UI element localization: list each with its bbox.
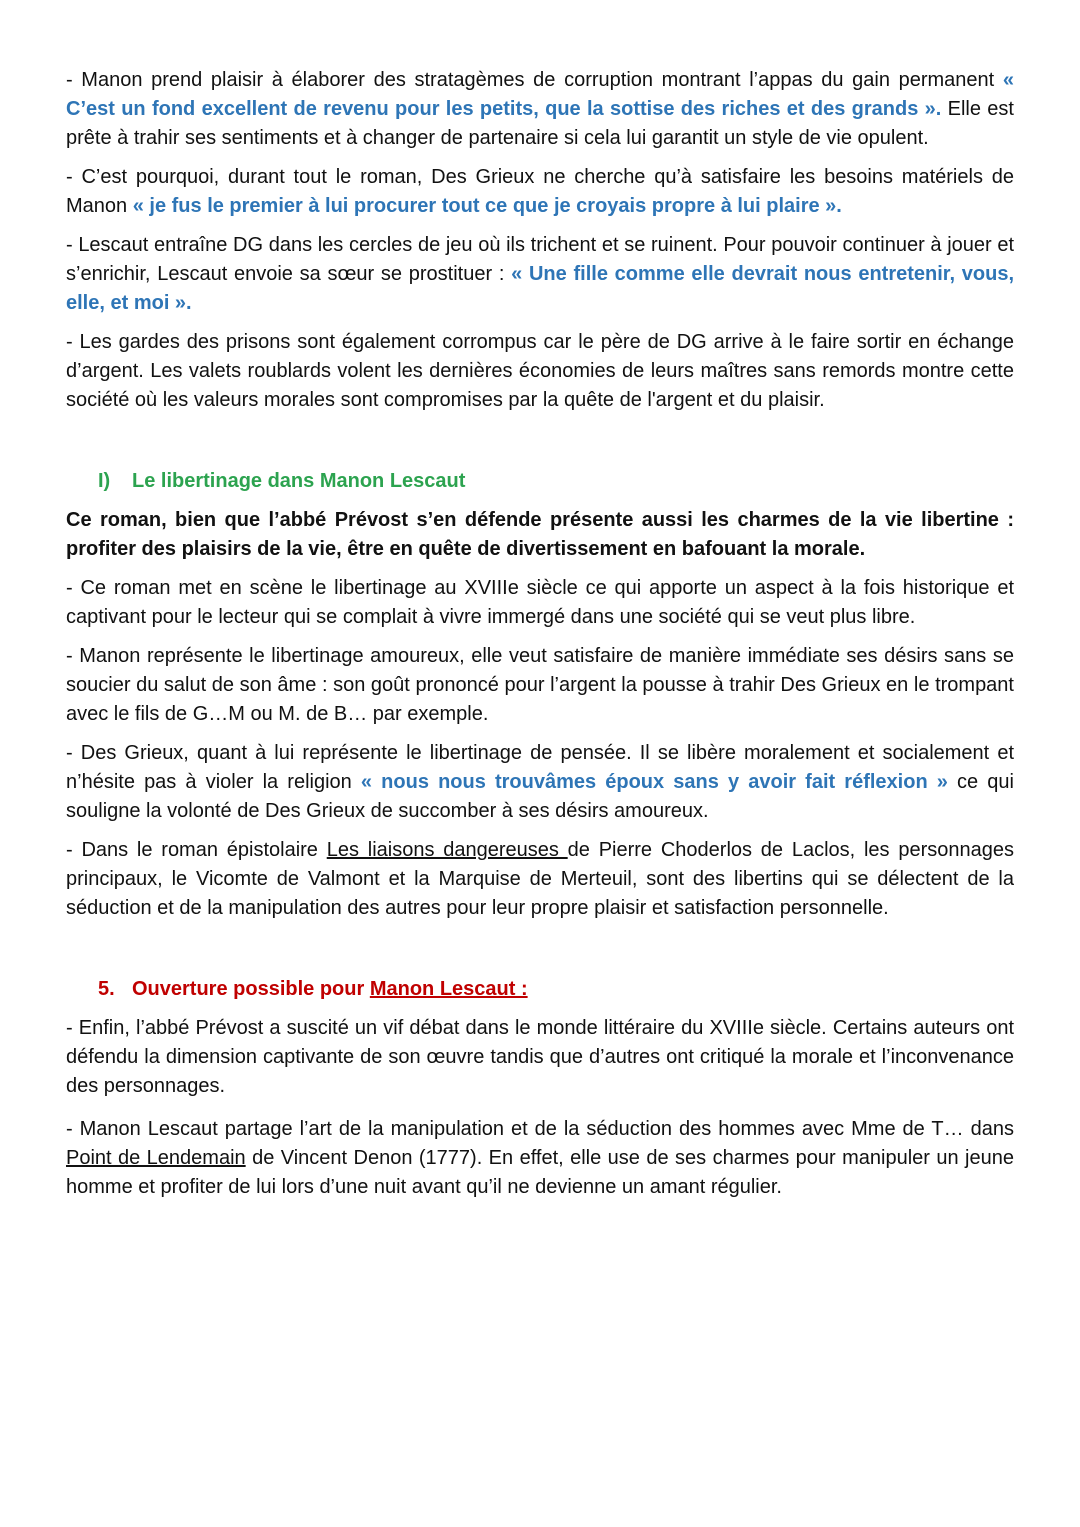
section-title-underlined: Manon Lescaut : xyxy=(369,978,528,1000)
section-title: Ouverture possible pour xyxy=(132,978,370,1000)
paragraph-des-grieux-needs: - C’est pourquoi, durant tout le roman, Des Grieux ne cherche qu’à satisfaire les besoins matériels de Manon « je fus le premier à lui procurer tout ce que je croyais propre à lui plaire ». xyxy=(66,166,1014,217)
quote: « nous nous trouvâmes époux sans y avoir fait réflexion » xyxy=(360,771,948,793)
section-heading-ouverture xyxy=(98,975,1014,1004)
section-heading-libertinage xyxy=(98,467,1014,496)
paragraph-prison-guards: - Les gardes des prisons sont également corrompus car le père de DG arrive à le faire sortir en échange d’argent. Les valets roublards volent les dernières économies de leurs maîtres sans remords montre cette société où les valeurs morales sont compromises par la quête de l'argent et du plaisir. xyxy=(66,331,1014,411)
section-intro: Ce roman, bien que l’abbé Prévost s’en défende présente aussi les charmes de la vie libertine : profiter des plaisirs de la vie, être en quête de divertissement en bafouant la morale. xyxy=(66,509,1014,560)
book-title: Les liaisons dangereuses xyxy=(326,839,568,861)
paragraph-debate: - Enfin, l’abbé Prévost a suscité un vif débat dans le monde littéraire du XVIIIe siècle. Certains auteurs ont défendu la dimension captivante de son œuvre tandis que d’autres ont critiqué la morale et l’inconvenance des personnages. xyxy=(66,1017,1014,1097)
paragraph-liaisons-dangereuses: - Dans le roman épistolaire Les liaisons dangereuses de Pierre Choderlos de Laclos, les personnages principaux, le Vicomte de Valmont et la Marquise de Merteuil, sont des libertins qui se délectent de la séduction et de la manipulation des autres pour leur propre plaisir et satisfaction personnelle. xyxy=(66,839,1014,919)
quote: « C’est un fond excellent de revenu pour les petits, que la sottise des riches et des grands ». xyxy=(66,69,1014,120)
paragraph-manon-stratagems: - Manon prend plaisir à élaborer des stratagèmes de corruption montrant l’appas du gain permanent « C’est un fond excellent de revenu pour les petits, que la sottise des riches et des grands ». Elle est prête à trahir ses sentiments et à changer de partenaire si cela lui garantit un style de vie opulent. xyxy=(66,69,1014,149)
paragraph-libertinage-historic: - Ce roman met en scène le libertinage au XVIIIe siècle ce qui apporte un aspect à la fois historique et captivant pour le lecteur qui se complait à vivre immergé dans une société qui se veut plus libre. xyxy=(66,577,1014,628)
book-title: Point de Lendemain xyxy=(66,1147,246,1169)
quote: « Une fille comme elle devrait nous entretenir, vous, elle, et moi ». xyxy=(66,263,1014,314)
paragraph-lescaut-gambling: - Lescaut entraîne DG dans les cercles de jeu où ils trichent et se ruinent. Pour pouvoir continuer à jouer et s’enrichir, Lescaut envoie sa sœur se prostituer : « Une fille comme elle devrait nous entretenir, vous, elle, et moi ». xyxy=(66,234,1014,314)
paragraph-des-grieux-libertinage: - Des Grieux, quant à lui représente le libertinage de pensée. Il se libère moralement et socialement et n’hésite pas à violer la religion « nous nous trouvâmes époux sans y avoir fait réflexion » ce qui souligne la volonté de Des Grieux de succomber à ses désirs amoureux. xyxy=(66,742,1014,822)
paragraph-manon-libertinage: - Manon représente le libertinage amoureux, elle veut satisfaire de manière immédiate ses désirs sans se soucier du salut de son âme : son goût prononcé pour l’argent la pousse à trahir Des Grieux en le trompant avec le fils de G…M ou M. de B… par exemple. xyxy=(66,645,1014,725)
section-number: I) xyxy=(98,470,111,492)
section-number: 5. xyxy=(98,978,115,1000)
paragraph-point-de-lendemain: - Manon Lescaut partage l’art de la manipulation et de la séduction des hommes avec Mme de T… dans Point de Lendemain de Vincent Denon (1777). En effet, elle use de ses charmes pour manipuler un jeune homme et profiter de lui lors d’une nuit avant qu’il ne devienne un amant régulier. xyxy=(66,1118,1014,1198)
quote: « je fus le premier à lui procurer tout ce que je croyais propre à lui plaire ». xyxy=(132,195,842,217)
section-title: Le libertinage dans Manon Lescaut xyxy=(132,470,466,492)
